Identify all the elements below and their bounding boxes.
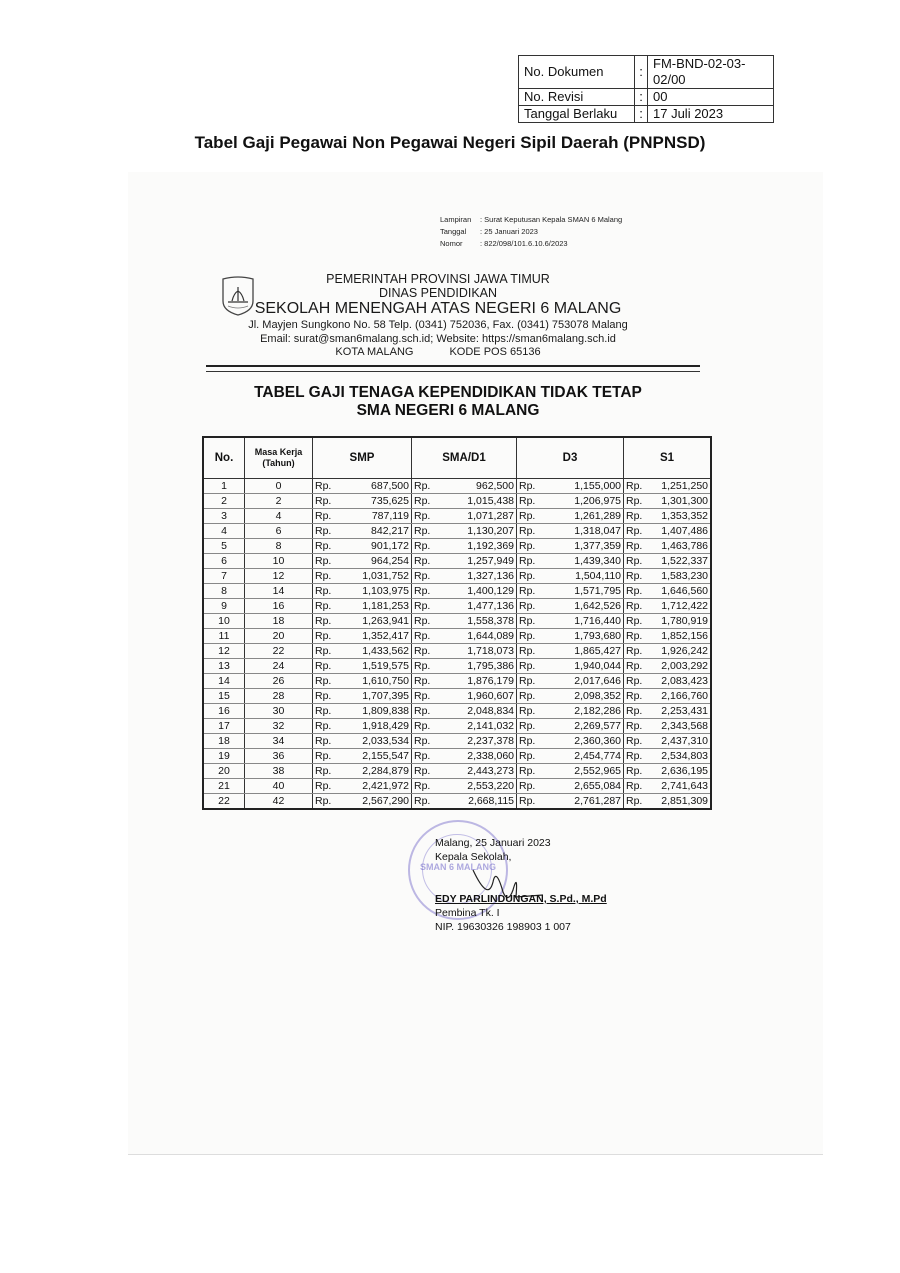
- table-row: [203, 614, 711, 629]
- cell-currency: Rp.: [517, 719, 552, 734]
- cell-s1: 2,003,292: [658, 659, 711, 674]
- cell-smp: 2,421,972: [347, 779, 412, 794]
- cell-currency: Rp.: [313, 494, 348, 509]
- cell-currency: Rp.: [624, 569, 659, 584]
- cell-sma: 2,141,032: [446, 719, 517, 734]
- table-header-row: [203, 437, 711, 479]
- table-row: [203, 794, 711, 810]
- cell-currency: Rp.: [624, 689, 659, 704]
- cell-no: 10: [203, 614, 245, 629]
- table-row: [203, 764, 711, 779]
- cell-smp: 1,031,752: [347, 569, 412, 584]
- cell-s1: 2,083,423: [658, 674, 711, 689]
- cell-currency: Rp.: [624, 734, 659, 749]
- doc-info-sep: :: [635, 106, 648, 123]
- doc-info-sep: :: [635, 56, 648, 89]
- cell-currency: Rp.: [313, 509, 348, 524]
- cell-currency: Rp.: [517, 539, 552, 554]
- doc-info-row: [519, 56, 774, 89]
- cell-currency: Rp.: [412, 794, 447, 810]
- cell-currency: Rp.: [313, 569, 348, 584]
- cell-no: 1: [203, 479, 245, 494]
- table-row: [203, 494, 711, 509]
- cell-currency: Rp.: [313, 644, 348, 659]
- cell-d3: 2,017,646: [551, 674, 624, 689]
- table-row: [203, 539, 711, 554]
- signature-place-date: Malang, 25 Januari 2023: [435, 837, 551, 849]
- cell-masa-kerja: 38: [245, 764, 313, 779]
- cell-currency: Rp.: [313, 524, 348, 539]
- cell-smp: 1,181,253: [347, 599, 412, 614]
- lampiran-row: Lampiran : Surat Keputusan Kepala SMAN 6 Malang: [440, 215, 623, 224]
- cell-no: 17: [203, 719, 245, 734]
- cell-s1: 1,646,560: [658, 584, 711, 599]
- cell-currency: Rp.: [412, 614, 447, 629]
- cell-currency: Rp.: [517, 599, 552, 614]
- cell-currency: Rp.: [517, 704, 552, 719]
- cell-masa-kerja: 20: [245, 629, 313, 644]
- cell-s1: 2,166,760: [658, 689, 711, 704]
- cell-no: 4: [203, 524, 245, 539]
- cell-d3: 2,098,352: [551, 689, 624, 704]
- cell-currency: Rp.: [517, 569, 552, 584]
- document-info-table: [518, 55, 774, 123]
- cell-sma: 2,338,060: [446, 749, 517, 764]
- scanned-document: [128, 172, 823, 1155]
- cell-currency: Rp.: [412, 644, 447, 659]
- cell-currency: Rp.: [517, 644, 552, 659]
- cell-smp: 842,217: [347, 524, 412, 539]
- cell-currency: Rp.: [517, 614, 552, 629]
- cell-sma: 1,327,136: [446, 569, 517, 584]
- cell-currency: Rp.: [412, 674, 447, 689]
- cell-sma: 1,795,386: [446, 659, 517, 674]
- cell-smp: 2,033,534: [347, 734, 412, 749]
- cell-masa-kerja: 10: [245, 554, 313, 569]
- cell-currency: Rp.: [517, 524, 552, 539]
- cell-no: 12: [203, 644, 245, 659]
- cell-d3: 1,793,680: [551, 629, 624, 644]
- cell-currency: Rp.: [412, 629, 447, 644]
- cell-smp: 687,500: [347, 479, 412, 494]
- cell-sma: 1,718,073: [446, 644, 517, 659]
- cell-currency: Rp.: [313, 704, 348, 719]
- official-stamp: SMAN 6 MALANG: [408, 820, 508, 920]
- header-smp: SMP: [313, 437, 412, 479]
- cell-currency: Rp.: [517, 509, 552, 524]
- table-row: [203, 719, 711, 734]
- cell-currency: Rp.: [412, 509, 447, 524]
- cell-currency: Rp.: [313, 659, 348, 674]
- cell-currency: Rp.: [313, 749, 348, 764]
- cell-s1: 1,407,486: [658, 524, 711, 539]
- cell-no: 13: [203, 659, 245, 674]
- cell-d3: 1,504,110: [551, 569, 624, 584]
- cell-masa-kerja: 6: [245, 524, 313, 539]
- cell-d3: 1,716,440: [551, 614, 624, 629]
- cell-s1: 1,301,300: [658, 494, 711, 509]
- cell-d3: 1,439,340: [551, 554, 624, 569]
- header-d3: D3: [517, 437, 624, 479]
- cell-d3: 1,155,000: [551, 479, 624, 494]
- cell-sma: 1,644,089: [446, 629, 517, 644]
- cell-s1: 2,253,431: [658, 704, 711, 719]
- cell-currency: Rp.: [624, 704, 659, 719]
- cell-smp: 1,809,838: [347, 704, 412, 719]
- letterhead-divider: [206, 365, 700, 372]
- lampiran-row: Nomor : 822/098/101.6.10.6/2023: [440, 239, 568, 248]
- cell-s1: 1,463,786: [658, 539, 711, 554]
- cell-currency: Rp.: [517, 584, 552, 599]
- cell-s1: 1,583,230: [658, 569, 711, 584]
- cell-currency: Rp.: [412, 524, 447, 539]
- cell-s1: 2,343,568: [658, 719, 711, 734]
- cell-masa-kerja: 28: [245, 689, 313, 704]
- cell-no: 11: [203, 629, 245, 644]
- cell-sma: 1,192,369: [446, 539, 517, 554]
- cell-masa-kerja: 2: [245, 494, 313, 509]
- table-row: [203, 704, 711, 719]
- cell-currency: Rp.: [412, 659, 447, 674]
- cell-smp: 901,172: [347, 539, 412, 554]
- cell-currency: Rp.: [517, 734, 552, 749]
- letterhead-department: DINAS PENDIDIKAN: [378, 286, 498, 300]
- cell-no: 8: [203, 584, 245, 599]
- cell-currency: Rp.: [517, 674, 552, 689]
- cell-d3: 2,360,360: [551, 734, 624, 749]
- cell-no: 3: [203, 509, 245, 524]
- cell-currency: Rp.: [313, 794, 348, 810]
- cell-no: 14: [203, 674, 245, 689]
- cell-currency: Rp.: [313, 629, 348, 644]
- table-row: [203, 569, 711, 584]
- table-row: [203, 674, 711, 689]
- cell-currency: Rp.: [624, 479, 659, 494]
- cell-no: 5: [203, 539, 245, 554]
- cell-currency: Rp.: [313, 689, 348, 704]
- lampiran-block: [440, 214, 622, 250]
- cell-masa-kerja: 4: [245, 509, 313, 524]
- cell-s1: 2,437,310: [658, 734, 711, 749]
- signatory-rank: Pembina Tk. I: [435, 907, 500, 919]
- cell-s1: 1,353,352: [658, 509, 711, 524]
- cell-smp: 787,119: [347, 509, 412, 524]
- cell-no: 16: [203, 704, 245, 719]
- cell-masa-kerja: 40: [245, 779, 313, 794]
- cell-masa-kerja: 30: [245, 704, 313, 719]
- cell-d3: 1,261,289: [551, 509, 624, 524]
- cell-no: 15: [203, 689, 245, 704]
- cell-no: 2: [203, 494, 245, 509]
- cell-masa-kerja: 12: [245, 569, 313, 584]
- cell-currency: Rp.: [412, 704, 447, 719]
- cell-currency: Rp.: [624, 719, 659, 734]
- cell-currency: Rp.: [313, 599, 348, 614]
- cell-currency: Rp.: [517, 794, 552, 810]
- cell-sma: 1,015,438: [446, 494, 517, 509]
- cell-currency: Rp.: [624, 524, 659, 539]
- cell-s1: 1,251,250: [658, 479, 711, 494]
- table-title: TABEL GAJI TENAGA KEPENDIDIKAN TIDAK TETAP SMA NEGERI 6 MALANG: [254, 384, 642, 419]
- cell-currency: Rp.: [313, 539, 348, 554]
- cell-currency: Rp.: [624, 584, 659, 599]
- cell-currency: Rp.: [412, 539, 447, 554]
- cell-masa-kerja: 26: [245, 674, 313, 689]
- cell-smp: 735,625: [347, 494, 412, 509]
- cell-smp: 2,567,290: [347, 794, 412, 810]
- cell-s1: 2,636,195: [658, 764, 711, 779]
- cell-currency: Rp.: [624, 629, 659, 644]
- signatory-name: EDY PARLINDUNGAN, S.Pd., M.Pd: [435, 893, 607, 905]
- doc-info-value: 00: [648, 89, 774, 106]
- cell-masa-kerja: 22: [245, 644, 313, 659]
- cell-masa-kerja: 0: [245, 479, 313, 494]
- cell-s1: 1,712,422: [658, 599, 711, 614]
- cell-d3: 2,761,287: [551, 794, 624, 810]
- doc-info-label: No. Dokumen: [519, 56, 635, 89]
- cell-currency: Rp.: [313, 479, 348, 494]
- cell-masa-kerja: 8: [245, 539, 313, 554]
- cell-currency: Rp.: [313, 779, 348, 794]
- table-row: [203, 629, 711, 644]
- cell-currency: Rp.: [517, 749, 552, 764]
- cell-sma: 1,477,136: [446, 599, 517, 614]
- cell-d3: 1,642,526: [551, 599, 624, 614]
- letterhead-government: PEMERINTAH PROVINSI JAWA TIMUR: [326, 272, 550, 286]
- cell-d3: 2,454,774: [551, 749, 624, 764]
- salary-table: [202, 436, 712, 810]
- cell-currency: Rp.: [624, 494, 659, 509]
- cell-currency: Rp.: [412, 734, 447, 749]
- lampiran-row: Tanggal : 25 Januari 2023: [440, 227, 538, 236]
- cell-currency: Rp.: [412, 689, 447, 704]
- signature-position: Kepala Sekolah,: [435, 851, 512, 863]
- cell-d3: 1,377,359: [551, 539, 624, 554]
- cell-currency: Rp.: [517, 689, 552, 704]
- table-row: [203, 689, 711, 704]
- cell-no: 9: [203, 599, 245, 614]
- table-row: [203, 509, 711, 524]
- cell-currency: Rp.: [517, 494, 552, 509]
- cell-currency: Rp.: [412, 599, 447, 614]
- table-row: [203, 479, 711, 494]
- table-row: [203, 599, 711, 614]
- cell-sma: 1,400,129: [446, 584, 517, 599]
- cell-masa-kerja: 18: [245, 614, 313, 629]
- table-row: [203, 734, 711, 749]
- cell-smp: 1,433,562: [347, 644, 412, 659]
- cell-masa-kerja: 42: [245, 794, 313, 810]
- doc-info-sep: :: [635, 89, 648, 106]
- table-row: [203, 644, 711, 659]
- cell-currency: Rp.: [313, 554, 348, 569]
- table-row: [203, 749, 711, 764]
- table-row: [203, 779, 711, 794]
- cell-sma: 1,071,287: [446, 509, 517, 524]
- cell-currency: Rp.: [412, 494, 447, 509]
- table-row: [203, 584, 711, 599]
- cell-sma: 2,237,378: [446, 734, 517, 749]
- cell-sma: 2,443,273: [446, 764, 517, 779]
- cell-smp: 2,284,879: [347, 764, 412, 779]
- cell-no: 22: [203, 794, 245, 810]
- cell-currency: Rp.: [624, 794, 659, 810]
- cell-s1: 2,741,643: [658, 779, 711, 794]
- cell-currency: Rp.: [624, 749, 659, 764]
- cell-smp: 1,263,941: [347, 614, 412, 629]
- cell-s1: 1,780,919: [658, 614, 711, 629]
- header-s1: S1: [624, 437, 712, 479]
- cell-sma: 1,558,378: [446, 614, 517, 629]
- cell-s1: 2,534,803: [658, 749, 711, 764]
- cell-s1: 1,926,242: [658, 644, 711, 659]
- cell-sma: 1,960,607: [446, 689, 517, 704]
- letterhead: [203, 272, 673, 359]
- cell-d3: 1,318,047: [551, 524, 624, 539]
- cell-currency: Rp.: [624, 644, 659, 659]
- cell-currency: Rp.: [624, 554, 659, 569]
- cell-smp: 2,155,547: [347, 749, 412, 764]
- cell-currency: Rp.: [624, 674, 659, 689]
- cell-s1: 2,851,309: [658, 794, 711, 810]
- cell-smp: 1,610,750: [347, 674, 412, 689]
- doc-info-value: 17 Juli 2023: [648, 106, 774, 123]
- signature-block: [435, 836, 607, 934]
- cell-sma: 1,257,949: [446, 554, 517, 569]
- cell-no: 6: [203, 554, 245, 569]
- doc-info-value: FM-BND-02-03-02/00: [648, 56, 774, 89]
- cell-currency: Rp.: [412, 584, 447, 599]
- cell-currency: Rp.: [517, 764, 552, 779]
- cell-d3: 2,182,286: [551, 704, 624, 719]
- cell-currency: Rp.: [412, 749, 447, 764]
- cell-d3: 1,206,975: [551, 494, 624, 509]
- cell-sma: 1,130,207: [446, 524, 517, 539]
- cell-currency: Rp.: [624, 599, 659, 614]
- cell-sma: 2,048,834: [446, 704, 517, 719]
- table-row: [203, 659, 711, 674]
- cell-currency: Rp.: [624, 659, 659, 674]
- cell-d3: 2,552,965: [551, 764, 624, 779]
- cell-currency: Rp.: [412, 719, 447, 734]
- cell-d3: 1,571,795: [551, 584, 624, 599]
- cell-no: 20: [203, 764, 245, 779]
- cell-currency: Rp.: [412, 779, 447, 794]
- cell-no: 7: [203, 569, 245, 584]
- doc-info-row: [519, 89, 774, 106]
- cell-currency: Rp.: [624, 614, 659, 629]
- cell-smp: 1,918,429: [347, 719, 412, 734]
- cell-currency: Rp.: [313, 614, 348, 629]
- main-title: Tabel Gaji Pegawai Non Pegawai Negeri Sipil Daerah (PNPNSD): [194, 133, 706, 152]
- cell-masa-kerja: 32: [245, 719, 313, 734]
- cell-currency: Rp.: [412, 479, 447, 494]
- cell-currency: Rp.: [313, 764, 348, 779]
- cell-currency: Rp.: [624, 509, 659, 524]
- cell-currency: Rp.: [517, 659, 552, 674]
- cell-d3: 2,269,577: [551, 719, 624, 734]
- cell-s1: 1,522,337: [658, 554, 711, 569]
- cell-masa-kerja: 14: [245, 584, 313, 599]
- cell-smp: 1,103,975: [347, 584, 412, 599]
- cell-smp: 1,707,395: [347, 689, 412, 704]
- cell-no: 21: [203, 779, 245, 794]
- cell-currency: Rp.: [624, 539, 659, 554]
- cell-sma: 2,553,220: [446, 779, 517, 794]
- cell-currency: Rp.: [412, 569, 447, 584]
- cell-s1: 1,852,156: [658, 629, 711, 644]
- cell-currency: Rp.: [313, 719, 348, 734]
- doc-info-label: Tanggal Berlaku: [519, 106, 635, 123]
- cell-masa-kerja: 36: [245, 749, 313, 764]
- cell-currency: Rp.: [517, 479, 552, 494]
- cell-currency: Rp.: [313, 734, 348, 749]
- letterhead-school: SEKOLAH MENENGAH ATAS NEGERI 6 MALANG: [254, 300, 622, 317]
- signatory-nip: NIP. 19630326 198903 1 007: [435, 921, 571, 933]
- cell-currency: Rp.: [624, 764, 659, 779]
- letterhead-city: KOTA MALANG KODE POS 65136: [335, 346, 541, 358]
- cell-smp: 964,254: [347, 554, 412, 569]
- cell-no: 19: [203, 749, 245, 764]
- cell-masa-kerja: 24: [245, 659, 313, 674]
- header-sma-d1: SMA/D1: [412, 437, 517, 479]
- cell-smp: 1,352,417: [347, 629, 412, 644]
- cell-currency: Rp.: [313, 674, 348, 689]
- cell-d3: 1,940,044: [551, 659, 624, 674]
- letterhead-address: Jl. Mayjen Sungkono No. 58 Telp. (0341) 752036, Fax. (0341) 753078 Malang: [248, 319, 628, 331]
- cell-sma: 962,500: [446, 479, 517, 494]
- cell-currency: Rp.: [412, 554, 447, 569]
- doc-info-label: No. Revisi: [519, 89, 635, 106]
- letterhead-contact: Email: surat@sman6malang.sch.id; Website: https://sman6malang.sch.id: [260, 333, 616, 345]
- cell-currency: Rp.: [517, 629, 552, 644]
- cell-d3: 1,865,427: [551, 644, 624, 659]
- table-row: [203, 524, 711, 539]
- cell-masa-kerja: 34: [245, 734, 313, 749]
- doc-info-row: [519, 106, 774, 123]
- cell-no: 18: [203, 734, 245, 749]
- cell-currency: Rp.: [517, 554, 552, 569]
- cell-sma: 1,876,179: [446, 674, 517, 689]
- cell-currency: Rp.: [412, 764, 447, 779]
- cell-currency: Rp.: [313, 584, 348, 599]
- cell-smp: 1,519,575: [347, 659, 412, 674]
- header-no: No.: [203, 437, 245, 479]
- cell-sma: 2,668,115: [446, 794, 517, 810]
- cell-d3: 2,655,084: [551, 779, 624, 794]
- cell-masa-kerja: 16: [245, 599, 313, 614]
- table-row: [203, 554, 711, 569]
- cell-currency: Rp.: [517, 779, 552, 794]
- header-masa-kerja: Masa Kerja (Tahun): [245, 437, 313, 479]
- cell-currency: Rp.: [624, 779, 659, 794]
